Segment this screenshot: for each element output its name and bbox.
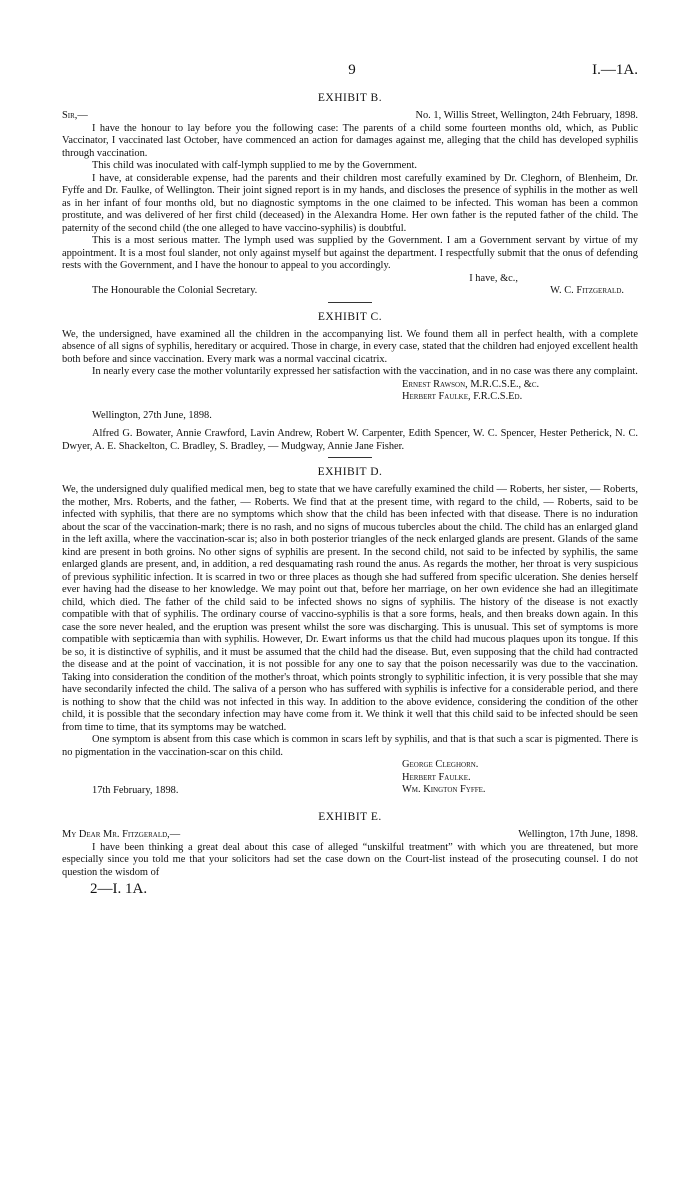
signatory-name: Herbert Faulke. [402,771,471,783]
section-divider [328,302,372,303]
exhibit-d-paragraph: We, the undersigned duly qualified medical men, beg to state that we have carefully examined the child — Roberts, her sister, — Roberts, the mother, Mrs. Roberts, and the father, — Roberts. We find that at the present time, with regard to the child, — Roberts, said to be infected with syphilis, that there are no symptoms which show that the child has been infected with that disease. There is no induration about the scar of the vaccination-mark; there is no rash, and no signs of mucous tubercles about the child. The child has an enlarged gland in the left axilla, where the vaccination-scar is; also in both posterior triangles of the neck enlarged glands are present. Glands of the same kind are present in both groins. No other signs of syphilis are present. In the second child, not said to be infected by syphilis, the same enlarged glands are present, and, in addition, a red desquamating rash round the anus. As regards the mother, her throat is very suspicious of previous syphilitic infection. It is scarred in two or three places as though she had suffered from specific ulceration. She denies herself ever having had the disease to her knowledge. We may point out that, before her marriage, on her own evidence she had an illegitimate child, which died. The father of the child said to be infected shows no signs of syphilis. The history of the disease is not exactly compatible with that of syphilis. The ordinary course of vaccino-syphilis is that a sore forms, heals, and then breaks down again. In this case the sore never healed, and the eruption was present whilst the sore was discharging. This is unusual. This set of symptoms is more compatible with septicæmia than with syphilis. However, Dr. Ewart informs us that the child had mucous plaques upon its tongue. If this be so, it is distinctive of syphilis, and it must be assumed that the child had the disease. But, even supposing that the child had contracted the disease and at the point of vaccination, it is not possible for any one to say that the poison necessarily was due to the vaccination. Taking into consideration the condition of the mother's throat, which points strongly to syphilitic infection, it is very possible that she may have secondarily infected the child. The saliva of a person who has suffered with syphilis is infective for a considerable period, and there is nothing to show that the child was not infected in this way. In addition to the above evidence, considering the condition of the other child, it is possible that the secondary infection may have come from it. We think it well that this child said to be infected should be seen from time to time, that its symptoms may be watched. [62,484,638,733]
exhibit-d-title: EXHIBIT D. [317,466,383,478]
signature-mark: 2—I. 1A. [90,881,148,897]
section-divider [328,457,372,458]
exhibit-d-paragraph: One symptom is absent from this case which is common in scars left by syphilis, and that is that such a scar is pigmented. There is no pigmentation in the vaccination-scar on this child. [62,734,638,758]
signatory-name: Ernest Rawson, M.R.C.S.E., &c. [402,378,540,390]
exhibit-b-heading-row [62,110,638,123]
exhibit-b-closing: I have, &c., [469,272,518,284]
exhibit-c-signatories [402,379,638,404]
exhibit-d-date: 17th February, 1898. [92,784,179,796]
signatory-name: George Cleghorn. [402,759,479,770]
exhibit-c-paragraph: We, the undersigned, have examined all the children in the accompanying list. We found them all in perfect health, with a complete absence of all signs of syphilis, hereditary or acquired. Those in charge, in every case, stated that the children had enjoyed excellent health both before and since vaccination. Every mark was a normal vaccinal cicatrix. [62,328,638,365]
exhibit-b-addressee: The Honourable the Colonial Secretary. [92,285,258,296]
exhibit-b-paragraph: I have, at considerable expense, had the parents and their children most carefully examined by Dr. Cleghorn, of Blenheim, Dr. Fyffe and Dr. Faulke, of Wellington. Their joint signed report is in my hands, and discloses the presence of syphilis in the mother as well as in her infant of four months old, but no diagnostic symptoms in the one claimed to be infected. This woman has been a common prostitute, and was delivered of her first child (deceased) in the Alexandra Home. Her own father is the reputed father of the child. The paternity of the second child (the one alleged to have vaccino-syphilis) is doubtful. [62,172,638,234]
exhibit-b-paragraph: This is a most serious matter. The lymph used was supplied by the Government. I am a Government servant by virtue of my appointment. It is a most foul slander, not only against myself but against the department. I respectfully submit that the onus of defending rests with the Government, and I have the honour to appeal to you accordingly. [62,235,638,271]
signatory-name: Herbert Faulke, F.R.C.S.Ed. [402,391,523,402]
page-header [62,62,638,84]
exhibit-b-signature: W. C. Fitzgerald. [550,285,624,296]
exhibit-e-salutation: My Dear Mr. Fitzgerald,— [62,829,181,840]
exhibit-b-salutation: Sir,— [62,110,88,121]
signatory-name: Wm. Kington Fyffe. [402,784,486,795]
page-number: 9 [348,62,356,78]
exhibit-b-title: EXHIBIT B. [317,92,383,104]
exhibit-c-children-list: Alfred G. Bowater, Annie Crawford, Lavin Andrew, Robert W. Carpenter, Edith Spencer, W. C. Spencer, Hester Petherick, N. C. Dwyer, A. E. Shackelton, C. Bradley, S. Bradley, — Mudgway, Annie Jane Fisher. [62,428,638,452]
exhibit-e-paragraph: I have been thinking a great deal about this case of alleged “unskilful treatment” with which you are threatened, but more especially since you told me that your solicitors had set the case down on the Court-list instead of the prosecuting counsel. I do not question the wisdom of [62,841,638,878]
document-reference: I.—1A. [592,62,638,78]
exhibit-c-title: EXHIBIT C. [317,310,383,323]
exhibit-b-paragraph: This child was inoculated with calf-lymph supplied to me by the Government. [92,160,417,171]
exhibit-c-paragraph: In nearly every case the mother voluntarily expressed her satisfaction with the vaccination, and in no case was there any complaint. [92,366,638,377]
exhibit-e-heading-row [62,829,638,842]
exhibit-c-place-date: Wellington, 27th June, 1898. [92,409,212,421]
page [62,62,638,898]
exhibit-e-title: EXHIBIT E. [318,811,382,823]
exhibit-b-address-date: No. 1, Willis Street, Wellington, 24th February, 1898. [415,110,638,121]
exhibit-e-place-date: Wellington, 17th June, 1898. [518,829,638,840]
exhibit-b-signoff-row [62,285,638,298]
exhibit-b-paragraph: I have the honour to lay before you the following case: The parents of a child some fourteen months old, which, as Public Vaccinator, I vaccinated last October, have commenced an action for damages against me, alleging that the child has developed syphilis through vaccination. [62,122,638,159]
